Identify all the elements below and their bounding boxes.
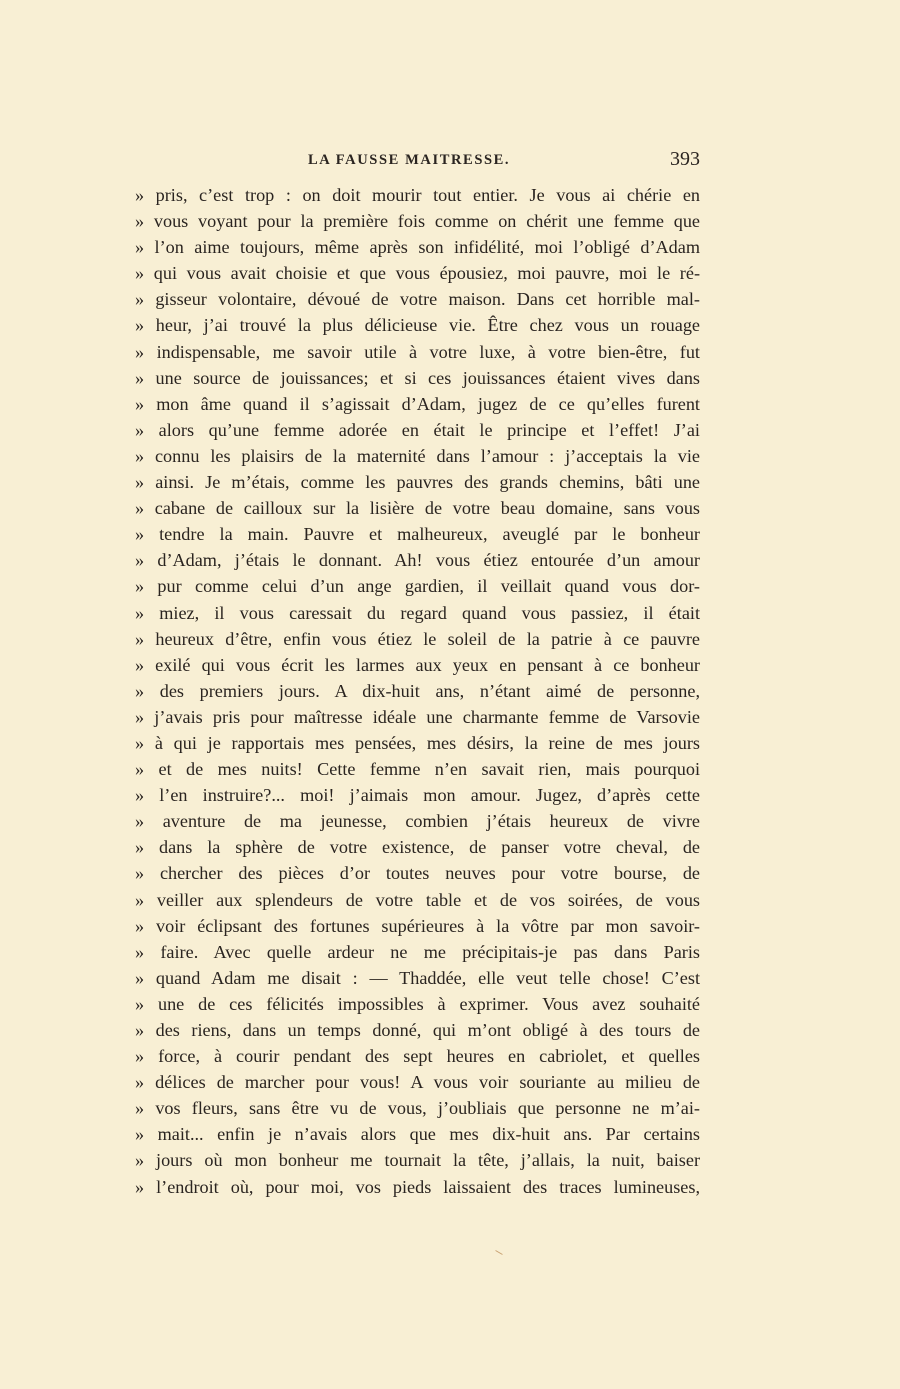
text-line: » des riens, dans un temps donné, qui m’ont obligé à des tours de — [135, 1020, 700, 1040]
text-line: » une de ces félicités impossibles à exprimer. Vous avez souhaité — [135, 993, 700, 1014]
page-number: 393 — [670, 148, 700, 170]
text-line: » dans la sphère de votre existence, de panser votre cheval, de — [135, 837, 700, 858]
text-line: » l’endroit où, pour moi, vos pieds laissaient des traces lumineuses, — [135, 1176, 700, 1197]
text-line: » quand Adam me disait : — Thaddée, elle veut telle chose! C’est — [135, 967, 700, 988]
text-line: » exilé qui vous écrit les larmes aux yeux en pensant à ce bonheur — [135, 654, 700, 675]
text-line: » une source de jouissances; et si ces jouissances étaient vives dans — [135, 367, 700, 388]
text-line: » l’on aime toujours, même après son infidélité, moi l’obligé d’Adam — [135, 237, 700, 258]
text-line: » alors qu’une femme adorée en était le principe et l’effet! J’ai — [135, 419, 700, 440]
text-line: » gisseur volontaire, dévoué de votre maison. Dans cet horrible mal- — [135, 289, 700, 310]
page-header — [135, 150, 700, 176]
text-line: » ainsi. Je m’étais, comme les pauvres des grands chemins, bâti une — [135, 472, 700, 493]
text-line: » à qui je rapportais mes pensées, mes désirs, la reine de mes jours — [135, 732, 700, 753]
text-line: » pur comme celui d’un ange gardien, il veillait quand vous dor- — [135, 576, 700, 597]
text-line: » indispensable, me savoir utile à votre luxe, à votre bien-être, fut — [135, 341, 700, 362]
text-line: » d’Adam, j’étais le donnant. Ah! vous étiez entourée d’un amour — [135, 550, 700, 571]
body-text — [135, 182, 700, 1200]
text-line: » et de mes nuits! Cette femme n’en savait rien, mais pourquoi — [135, 759, 700, 780]
text-line: » j’avais pris pour maîtresse idéale une charmante femme de Varsovie — [135, 706, 700, 727]
text-line: » délices de marcher pour vous! A vous voir souriante au milieu de — [135, 1072, 700, 1093]
text-line: » tendre la main. Pauvre et malheureux, aveuglé par le bonheur — [135, 524, 700, 545]
text-line: » aventure de ma jeunesse, combien j’étais heureux de vivre — [135, 811, 700, 832]
text-line: » cabane de cailloux sur la lisière de votre beau domaine, sans vous — [135, 498, 700, 519]
text-line: » mait... enfin je n’avais alors que mes dix-huit ans. Par certains — [135, 1124, 700, 1145]
text-line: » heureux d’être, enfin vous étiez le soleil de la patrie à ce pauvre — [135, 628, 700, 649]
text-line: » connu les plaisirs de la maternité dans l’amour : j’acceptais la vie — [135, 445, 700, 466]
text-line: » faire. Avec quelle ardeur ne me précipitais-je pas dans Paris — [135, 941, 700, 962]
text-line: » l’en instruire?... moi! j’aimais mon amour. Jugez, d’après cette — [135, 785, 700, 806]
text-line: » miez, il vous caressait du regard quand vous passiez, il était — [135, 602, 700, 623]
paper-mark — [495, 1250, 502, 1255]
text-line: » vos fleurs, sans être vu de vous, j’oubliais que personne ne m’ai- — [135, 1098, 700, 1119]
text-line: » des premiers jours. A dix-huit ans, n’étant aimé de personne, — [135, 680, 700, 701]
running-title: LA FAUSSE MAITRESSE. — [308, 152, 511, 168]
text-line: » force, à courir pendant des sept heures en cabriolet, et quelles — [135, 1046, 700, 1067]
text-line: » heur, j’ai trouvé la plus délicieuse vie. Être chez vous un rouage — [135, 315, 700, 336]
text-line: » vous voyant pour la première fois comme on chérit une femme que — [135, 211, 700, 232]
text-line: » qui vous avait choisie et que vous épousiez, moi pauvre, moi le ré- — [135, 263, 700, 284]
text-line: » chercher des pièces d’or toutes neuves pour votre bourse, de — [135, 863, 700, 884]
text-line: » mon âme quand il s’agissait d’Adam, jugez de ce qu’elles furent — [135, 393, 700, 414]
text-line: » jours où mon bonheur me tournait la tête, j’allais, la nuit, baiser — [135, 1150, 700, 1171]
text-line: » veiller aux splendeurs de votre table et de vos soirées, de vous — [135, 889, 700, 910]
text-line: » voir éclipsant des fortunes supérieures à la vôtre par mon savoir- — [135, 915, 700, 936]
text-line: » pris, c’est trop : on doit mourir tout entier. Je vous ai chérie en — [135, 185, 700, 205]
